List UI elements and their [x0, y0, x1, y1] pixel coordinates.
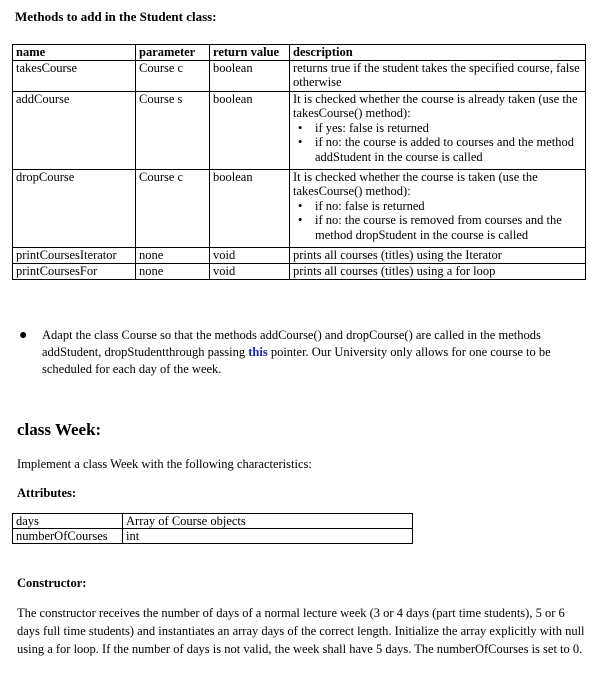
method-description-cell	[290, 91, 586, 169]
table-row	[13, 60, 586, 91]
method-return: void	[210, 247, 290, 263]
description-bullets	[293, 199, 585, 243]
bullet-dot-icon: ●	[19, 328, 28, 343]
header-return-value: return value	[210, 45, 290, 61]
list-item: • if no: the course is added to courses and the method addStudent in the course is called	[315, 135, 585, 164]
method-parameter: Course s	[136, 91, 210, 169]
attribute-type: Array of Course objects	[123, 514, 413, 529]
page-title: class Week:	[17, 420, 102, 439]
method-return: boolean	[210, 60, 290, 91]
method-parameter: none	[136, 263, 210, 279]
header-description: description	[290, 45, 586, 61]
method-return: boolean	[210, 169, 290, 247]
attribute-type: int	[123, 529, 413, 544]
table-row	[13, 169, 586, 247]
method-parameter: Course c	[136, 169, 210, 247]
this-keyword: this	[248, 345, 268, 359]
table-row	[13, 247, 586, 263]
method-name: takesCourse	[13, 60, 136, 91]
section-heading: Methods to add in the Student class:	[15, 9, 217, 24]
description-bullets	[293, 121, 585, 165]
list-item: • if no: false is returned	[315, 199, 585, 214]
method-description: prints all courses (titles) using the Iterator	[290, 247, 586, 263]
list-item: • if yes: false is returned	[315, 121, 585, 136]
header-name: name	[13, 45, 136, 61]
instruction-bullet	[19, 327, 574, 378]
attribute-name: numberOfCourses	[13, 529, 123, 544]
instruction-text-start: Adapt the class Course so that the methods addCourse() and dropCourse() are called in the methods addStudent, dropStudentthrough passing	[42, 328, 541, 359]
method-parameter: Course c	[136, 60, 210, 91]
table-row	[13, 514, 413, 529]
methods-table	[12, 44, 586, 280]
method-name: addCourse	[13, 91, 136, 169]
method-name: dropCourse	[13, 169, 136, 247]
method-description: returns true if the student takes the specified course, false otherwise	[290, 60, 586, 91]
method-name: printCoursesIterator	[13, 247, 136, 263]
method-description-cell	[290, 169, 586, 247]
header-parameter: parameter	[136, 45, 210, 61]
method-description: prints all courses (titles) using a for loop	[290, 263, 586, 279]
attribute-name: days	[13, 514, 123, 529]
method-return: boolean	[210, 91, 290, 169]
attributes-heading: Attributes:	[17, 486, 77, 500]
constructor-heading: Constructor:	[17, 576, 87, 590]
method-name: printCoursesFor	[13, 263, 136, 279]
instruction-text	[42, 327, 574, 378]
instruction-text-end: pointer. Our University only allows for one course to be scheduled for each day of the week.	[42, 345, 551, 376]
intro-text: Implement a class Week with the following characteristics:	[17, 457, 312, 471]
method-return: void	[210, 263, 290, 279]
table-row	[13, 91, 586, 169]
method-parameter: none	[136, 247, 210, 263]
method-description: It is checked whether the course is already taken (use the takesCourse() method):	[293, 91, 578, 120]
constructor-text: The constructor receives the number of days of a normal lecture week (3 or 4 days (part time students), 5 or 6 days full time students) and instantiates an array days of the correct length. Initialize the array explicitly with null using a for loop. If the number of days is not valid, the week shall have 5 days. The numberOfCourses is set to 0.	[17, 606, 585, 656]
table-row	[13, 529, 413, 544]
attributes-table	[12, 513, 413, 544]
table-header-row	[13, 45, 586, 61]
table-row	[13, 263, 586, 279]
list-item: • if no: the course is removed from courses and the method dropStudent in the course is called	[315, 213, 585, 242]
method-description: It is checked whether the course is taken (use the takesCourse() method):	[293, 169, 538, 198]
